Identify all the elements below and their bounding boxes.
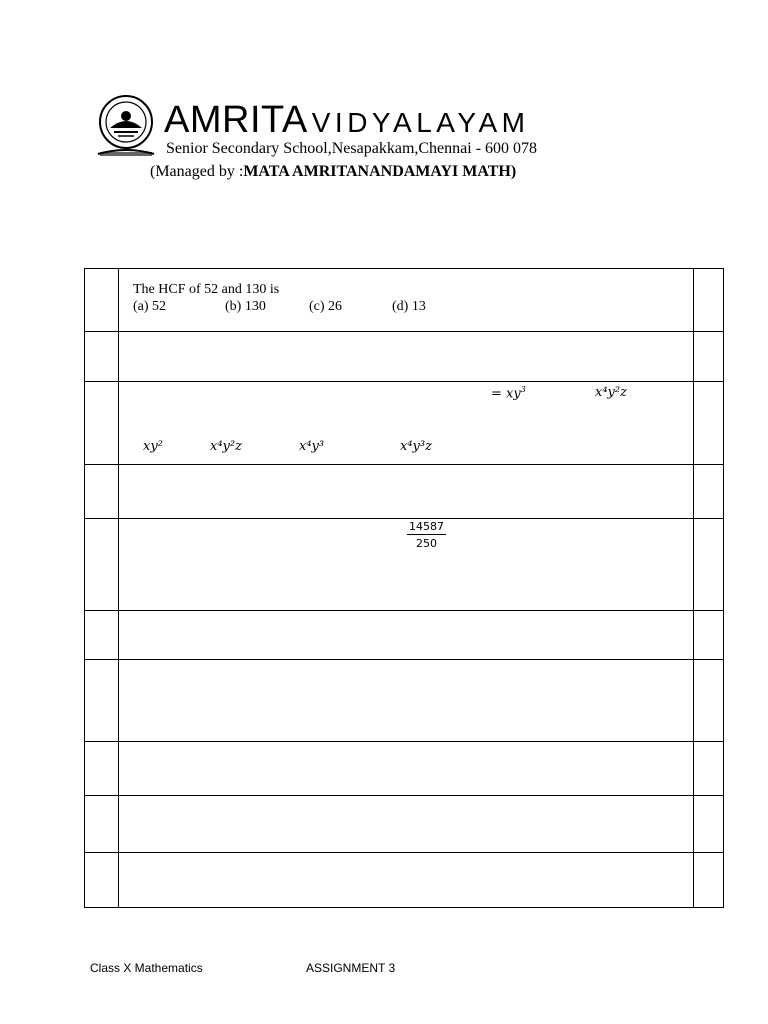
school-header xyxy=(0,0,768,200)
question-cell xyxy=(119,853,694,908)
footer-assignment: ASSIGNMENT 3 xyxy=(306,961,396,975)
option-a: xy² xyxy=(143,439,163,454)
question-row-4 xyxy=(85,465,724,519)
question-cell xyxy=(119,332,694,382)
question-cell xyxy=(119,269,694,332)
question-number-cell xyxy=(85,269,119,332)
question-number-cell xyxy=(85,853,119,908)
fraction xyxy=(407,520,446,550)
question-number-cell xyxy=(85,660,119,742)
question-row-3 xyxy=(85,382,724,465)
marks-cell xyxy=(694,796,724,853)
question-number-cell xyxy=(85,519,119,611)
question-options xyxy=(133,298,693,315)
school-name xyxy=(164,100,529,143)
footer-subject: Class X Mathematics xyxy=(90,961,203,975)
lcm-term: x⁴y²z xyxy=(595,385,627,400)
marks-cell xyxy=(694,853,724,908)
equation-text: = xy xyxy=(491,386,521,402)
question-number-cell xyxy=(85,382,119,465)
question-cell xyxy=(119,519,694,611)
option-d: x⁴y³z xyxy=(400,439,432,454)
marks-cell xyxy=(694,660,724,742)
question-number-cell xyxy=(85,742,119,796)
school-address: Senior Secondary School,Nesapakkam,Chennai - 600 078 xyxy=(166,140,538,157)
option-a: (a) 52 xyxy=(133,299,167,314)
option-d: (d) 13 xyxy=(392,299,426,314)
marks-cell xyxy=(694,519,724,611)
managed-by-line xyxy=(150,163,516,181)
question-cell xyxy=(119,382,694,465)
question-row-2 xyxy=(85,332,724,382)
question-cell xyxy=(119,660,694,742)
option-b: (b) 130 xyxy=(225,299,266,314)
question-cell xyxy=(119,465,694,519)
question-text: The HCF of 52 and 130 is xyxy=(133,282,280,297)
question-row-9 xyxy=(85,796,724,853)
question-row-10 xyxy=(85,853,724,908)
marks-cell xyxy=(694,611,724,660)
fraction-numerator: 14587 xyxy=(409,520,444,533)
school-seal-icon xyxy=(96,94,156,160)
question-row-8 xyxy=(85,742,724,796)
question-number-cell xyxy=(85,611,119,660)
hcf-equation xyxy=(491,385,526,401)
question-number-cell xyxy=(85,465,119,519)
question-cell xyxy=(119,611,694,660)
option-c: (c) 26 xyxy=(309,299,343,314)
option-c: x⁴y³ xyxy=(299,439,325,454)
brand-main: AMRITA xyxy=(164,99,308,141)
marks-cell xyxy=(694,382,724,465)
question-cell xyxy=(119,742,694,796)
question-number-cell xyxy=(85,796,119,853)
fraction-denominator: 250 xyxy=(416,537,437,550)
question-row-5 xyxy=(85,519,724,611)
question-number-cell xyxy=(85,332,119,382)
question-table xyxy=(84,268,724,908)
marks-cell xyxy=(694,332,724,382)
marks-cell xyxy=(694,742,724,796)
managed-prefix: (Managed by : xyxy=(150,163,244,180)
brand-sub: VIDYALAYAM xyxy=(311,107,530,138)
question-row-6 xyxy=(85,611,724,660)
managed-name: MATA AMRITANANDAMAYI MATH) xyxy=(243,163,517,180)
equation-exponent: 3 xyxy=(520,385,526,394)
question-cell xyxy=(119,796,694,853)
option-b: x⁴y²z xyxy=(210,439,242,454)
marks-cell xyxy=(694,269,724,332)
marks-cell xyxy=(694,465,724,519)
question-row-7 xyxy=(85,660,724,742)
question-row-1 xyxy=(85,269,724,332)
